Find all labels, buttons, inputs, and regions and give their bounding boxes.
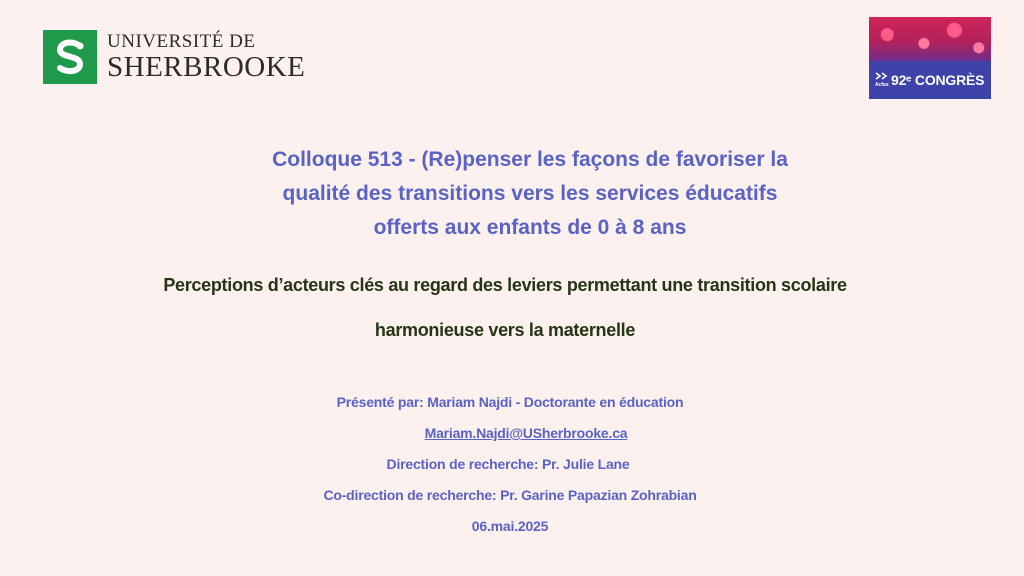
acfas-congres-badge <box>869 17 991 99</box>
badge-pattern <box>869 17 991 61</box>
colloque-line-2: qualité des transitions vers les services éducatifs <box>282 182 778 205</box>
logo-line-1: UNIVERSITÉ DE <box>107 31 256 52</box>
double-chevron-icon <box>875 72 889 80</box>
colloque-line-3: offerts aux enfants de 0 à 8 ans <box>373 216 687 239</box>
presenter-text: Présenté par: Mariam Najdi - Doctorante en éducation <box>336 394 684 410</box>
direction-text: Direction de recherche: Pr. Julie Lane <box>386 456 630 472</box>
badge-label: 92ᵉ CONGRÈS <box>891 72 985 88</box>
subtitle-line-2: harmonieuse vers la maternelle <box>374 320 636 340</box>
subtitle-line-1: Perceptions d’acteurs clés au regard des leviers permettant une transition scolaire <box>163 275 847 295</box>
logo-line-2: SHERBROOKE <box>107 51 306 83</box>
colloque-line-1: Colloque 513 - (Re)penser les façons de favoriser la <box>272 148 788 171</box>
sherbrooke-s-icon <box>43 30 97 84</box>
universite-sherbrooke-logo <box>43 30 305 84</box>
codirection-text: Co-direction de recherche: Pr. Garine Papazian Zohrabian <box>323 487 697 503</box>
colloque-title <box>180 143 880 245</box>
badge-acfas-text: Acfas <box>875 72 891 88</box>
date-text: 06.mai.2025 <box>471 518 549 534</box>
email-link[interactable]: Mariam.Najdi@USherbrooke.ca <box>424 425 628 441</box>
